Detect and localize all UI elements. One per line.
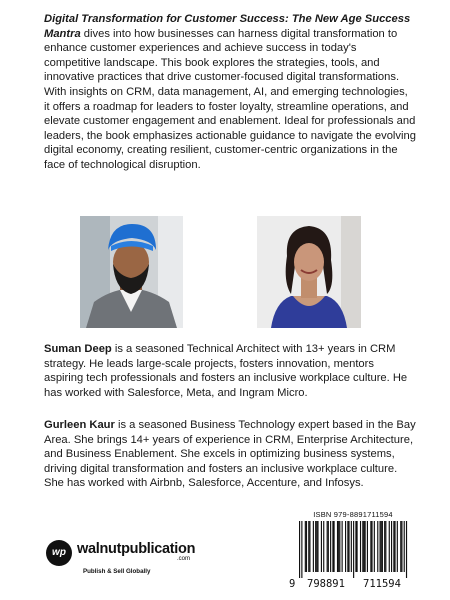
barcode-bar [381, 521, 382, 572]
barcode-bar [391, 521, 392, 572]
barcode-bar [323, 521, 324, 572]
barcode-bar [334, 521, 335, 572]
barcode-bar [316, 521, 317, 572]
barcode-bar [394, 521, 395, 572]
author-photo-suman-deep [80, 216, 183, 328]
barcode-bar [313, 521, 314, 572]
author-name: Suman Deep [44, 343, 112, 355]
barcode-bars [287, 521, 419, 578]
barcode-bar [404, 521, 405, 572]
barcode-bar [406, 521, 407, 578]
barcode-bar [363, 521, 364, 572]
publisher-logo-mark: wp [46, 540, 72, 566]
isbn-barcode [287, 510, 419, 594]
barcode-bar [367, 521, 368, 572]
publisher-logo [46, 538, 216, 578]
barcode-bar [365, 521, 366, 572]
barcode-bar [332, 521, 333, 572]
barcode-bar [337, 521, 338, 572]
barcode-bar [327, 521, 328, 572]
publisher-name: walnutpublication [77, 541, 196, 557]
blurb-text: dives into how businesses can harness digital transformation to enhance customer experiences and achieve success in today's competitive landscape. This book explores the strategies, tools, and innovative practices that drive customer-focused digital transformations. With insights on CRM, data management, AI, and emerging technologies, it offers a roadmap for leaders to foster loyalty, streamline operations, and elevate customer engagement and enablement. Ideal for professionals and leaders, the book emphasizes actionable guidance to navigate the evolving digital economy, creating resilient, customer-centric organizations in the face of technological disruption. [44, 27, 416, 171]
barcode-bar [382, 521, 383, 572]
barcode-bar [371, 521, 372, 572]
barcode-bar [342, 521, 343, 572]
publisher-tagline: Publish & Sell Globally [83, 568, 151, 575]
barcode-bar [370, 521, 371, 572]
isbn-label: ISBN 979-8891711594 [313, 510, 393, 519]
barcode-bar [351, 521, 352, 572]
barcode-bar [339, 521, 340, 572]
barcode-bar [355, 521, 356, 572]
barcode-bar [315, 521, 316, 572]
author-photo-gurleen-kaur [257, 216, 361, 328]
author-bio-suman-deep [44, 342, 416, 400]
barcode-bar [348, 521, 349, 572]
barcode-bar [306, 521, 307, 572]
barcode-bar [389, 521, 390, 572]
barcode-digits-right: 711594 [363, 578, 401, 590]
barcode-bar [377, 521, 378, 572]
barcode-bar [400, 521, 401, 572]
barcode-bar [345, 521, 346, 572]
barcode-bar [308, 521, 309, 572]
barcode-bar [309, 521, 310, 572]
book-title: Digital Transformation for Customer Success: The New Age Success Mantra [44, 13, 411, 40]
barcode-bar [330, 521, 331, 572]
barcode-bar [317, 521, 318, 572]
barcode-bar [374, 521, 375, 572]
barcode-bar [380, 521, 381, 572]
barcode-bar [321, 521, 322, 572]
author-name: Gurleen Kaur [44, 419, 115, 431]
barcode-bar [357, 521, 358, 572]
barcode-bar [360, 521, 361, 572]
barcode-bar [301, 521, 302, 578]
barcode-bar [347, 521, 348, 572]
barcode-digits [287, 578, 419, 592]
author-bio-gurleen-kaur [44, 418, 416, 491]
barcode-digits-left: 798891 [307, 578, 345, 590]
barcode-bar [299, 521, 300, 578]
barcode-bar [385, 521, 386, 572]
barcode-bar [305, 521, 306, 572]
barcode-bar [393, 521, 394, 572]
barcode-bar [397, 521, 398, 572]
barcode-bar [401, 521, 402, 572]
barcode-bar [338, 521, 339, 572]
publisher-domain: .com [177, 556, 191, 562]
barcode-bar [328, 521, 329, 572]
barcode-bar [362, 521, 363, 572]
barcode-digit-first: 9 [289, 578, 296, 590]
book-blurb [44, 12, 416, 173]
author-bio-text: is a seasoned Business Technology expert based in the Bay Area. She brings 14+ years of experience in CRM, Enterprise Architecture, and Business Enablement. She excels in optimizing business systems, driving digital transformation and fosters an inclusive workplace culture. She has worked with Airbnb, Salesforce, Accenture, and Infosys. [44, 419, 416, 490]
barcode-bar [384, 521, 385, 572]
author-bio-text: is a seasoned Technical Architect with 13+ years in CRM strategy. He leads large-scale projects, fosters innovation, mentors aspiring tech professionals and fosters an inclusive workplace culture. He has worked with Salesforce, Meta, and Ingram Micro. [44, 343, 408, 399]
barcode-bar [353, 521, 354, 578]
